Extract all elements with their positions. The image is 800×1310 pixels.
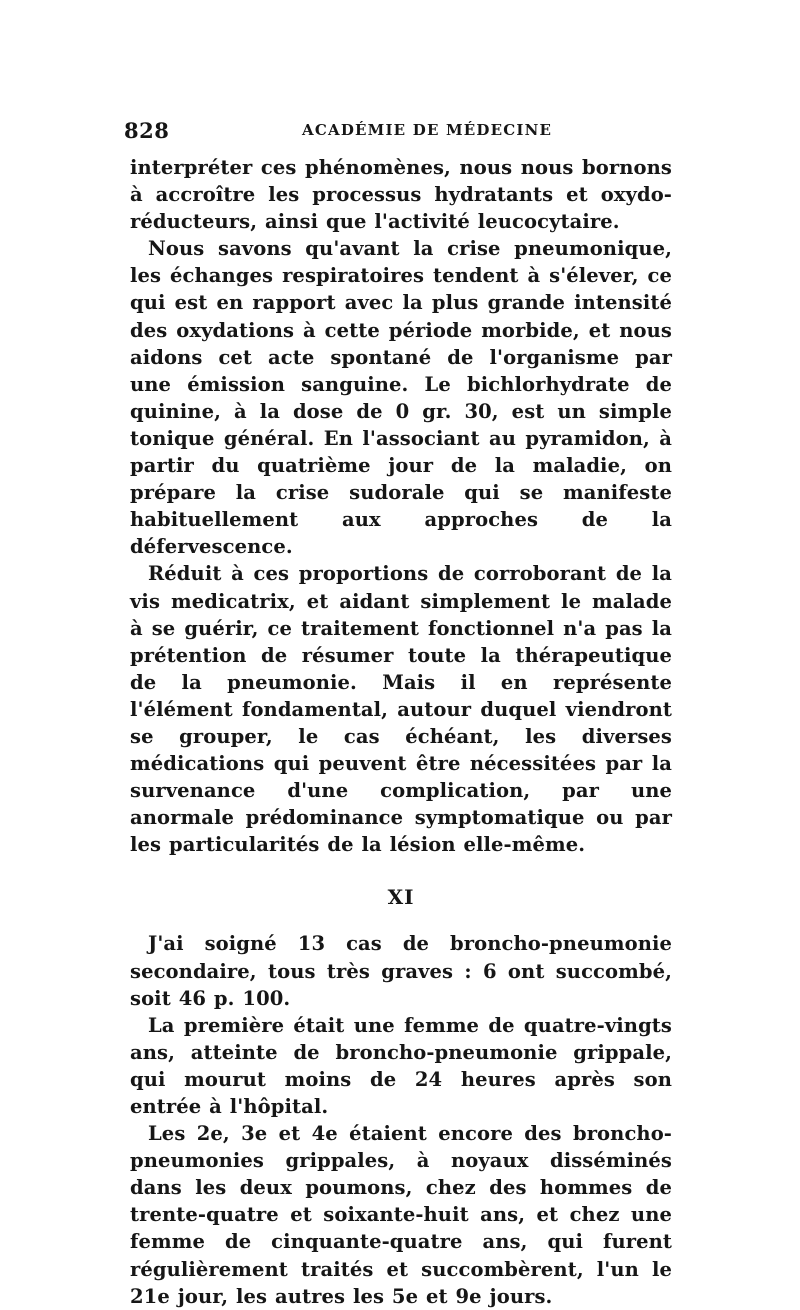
section-heading: XI [387, 885, 415, 910]
paragraph-pneumonic-crisis: Nous savons qu'avant la crise pneumonique, les échanges respiratoires tendent à s'élever, ce qui est en rapport avec la plus grande intensité des oxydations à cette période morbide, et nous aidons cet acte spontané de l'organisme par une émission sanguine. Le bichlorhydrate de quinine, à la dose de 0 gr. 30, est un simple tonique général. En l'associant au pyramidon, à partir du quatrième jour de la maladie, on prépare la crise sudorale qui se manifeste habituellement aux approches de la défervescence. [130, 237, 672, 559]
running-head: ACADÉMIE DE MÉDECINE [302, 121, 553, 139]
paragraph-continuation: interpréter ces phénomènes, nous nous bornons à accroître les processus hydratants et oxydo-réducteurs, ainsi que l'activité leucocytaire. [130, 156, 672, 234]
paragraph-cases-summary: J'ai soigné 13 cas de broncho-pneumonie secondaire, tous très graves : 6 ont succombé, soit 46 p. 100. [130, 932, 672, 1010]
page-number: 828 [124, 118, 170, 143]
page-header [124, 118, 672, 146]
paragraph-other-cases: Les 2e, 3e et 4e étaient encore des broncho-pneumonies grippales, à noyaux disséminés dans les deux poumons, chez des hommes de trente-quatre et soixante-huit ans, et chez une femme de cinquante-quatre ans, qui furent régulièrement traités et succombèrent, l'un le 21e jour, les autres les 5e et 9e jours. [130, 1122, 672, 1308]
paragraph-functional-treatment: Réduit à ces proportions de corroborant de la vis medicatrix, et aidant simplement le malade à se guérir, ce traitement fonctionnel n'a pas la prétention de résumer toute la thérapeutique de la pneumonie. Mais il en représente l'élément fondamental, autour duquel viendront se grouper, le cas échéant, les diverses médications qui peuvent être nécessitées par la survenance d'une complication, par une anormale prédominance symptomatique ou par les particularités de la lésion elle-même. [130, 562, 672, 857]
paragraph-first-case: La première était une femme de quatre-vingts ans, atteinte de broncho-pneumonie grippale, qui mourut moins de 24 heures après son entrée à l'hôpital. [130, 1013, 672, 1118]
body-text [130, 154, 672, 1310]
